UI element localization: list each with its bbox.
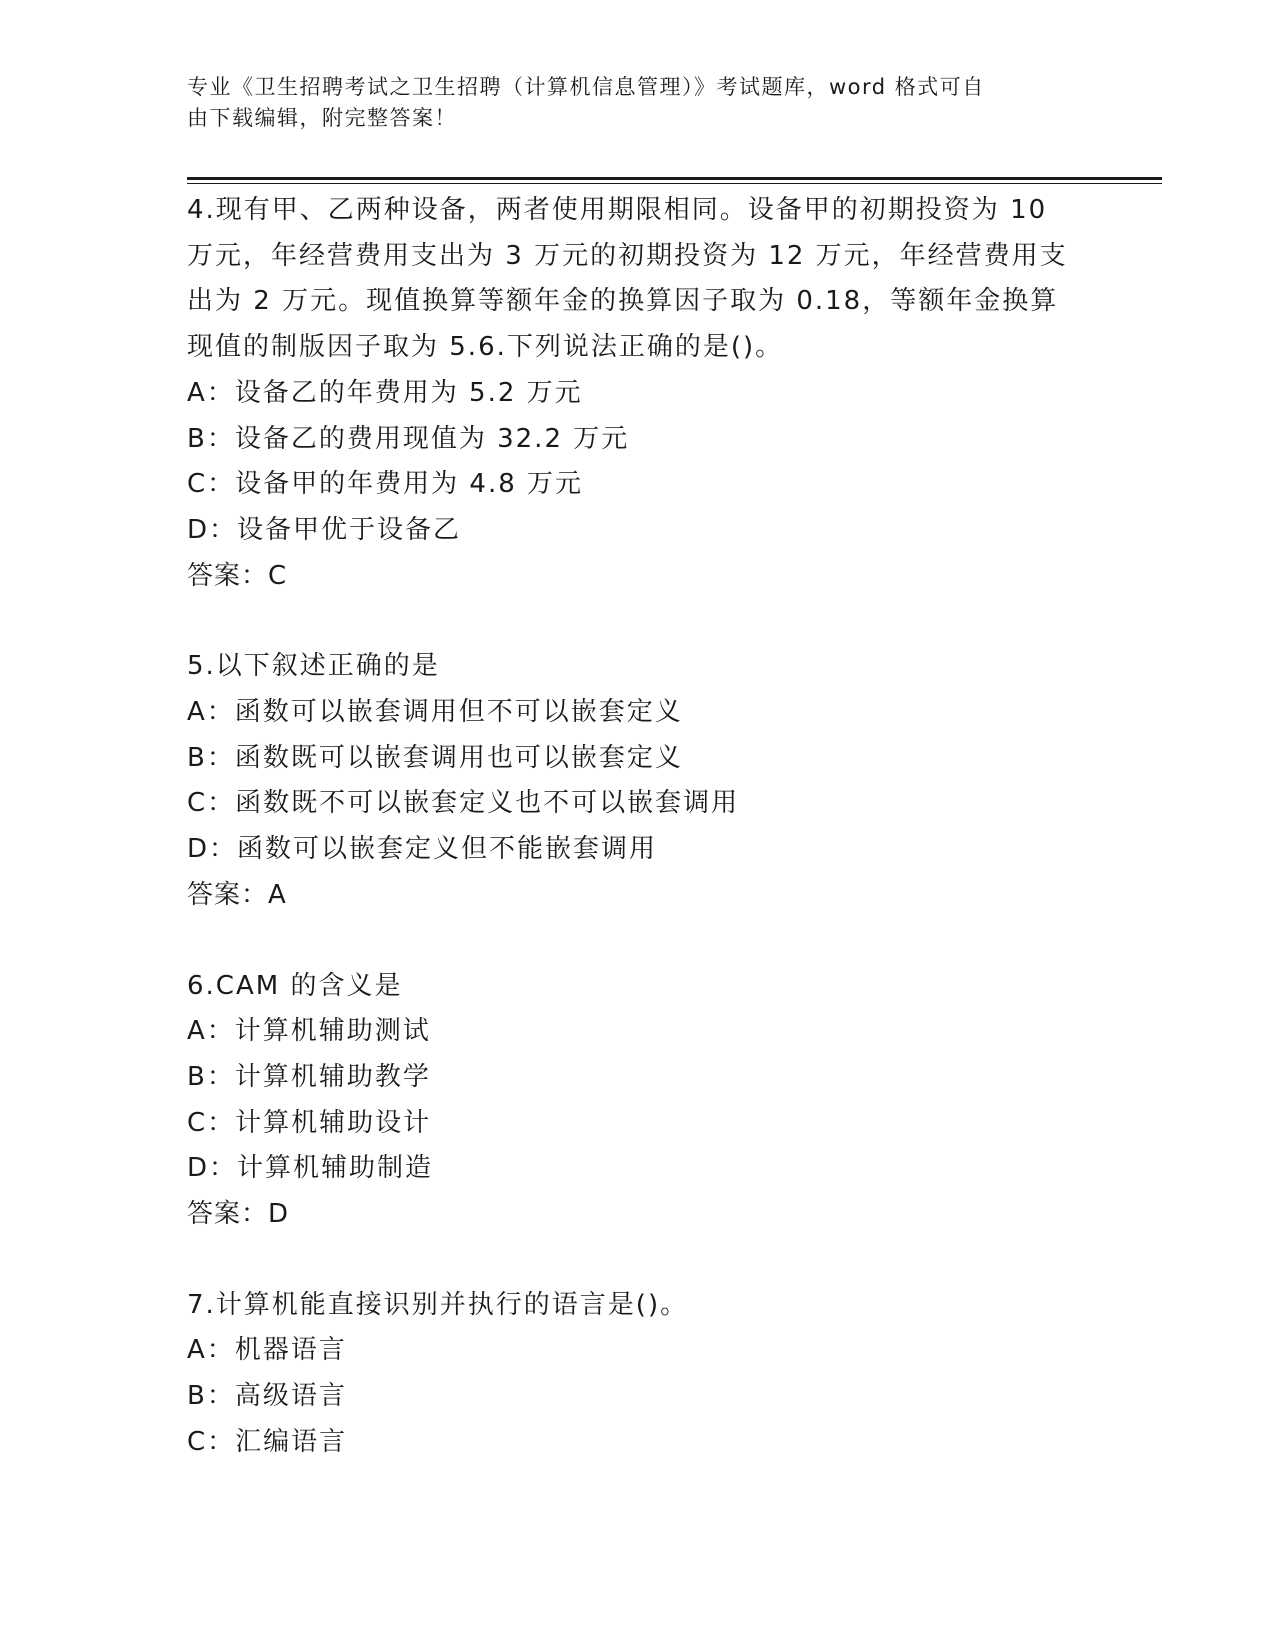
question-stem-line: 7.计算机能直接识别并执行的语言是()。 [187, 1289, 689, 1320]
option-d: D：设备甲优于设备乙 [187, 514, 462, 545]
header-divider-thick [187, 177, 1162, 180]
option-a: A：机器语言 [187, 1335, 347, 1366]
option-d: D：函数可以嵌套定义但不能嵌套调用 [187, 834, 658, 865]
question-stem-line: 现值的制版因子取为 5.6.下列说法正确的是()。 [187, 332, 784, 363]
answer-line: 答案：C [187, 560, 288, 591]
question-7 [187, 1283, 1087, 1466]
question-list [187, 188, 1087, 1511]
option-c: C：计算机辅助设计 [187, 1107, 432, 1138]
option-b: B：设备乙的费用现值为 32.2 万元 [187, 423, 630, 454]
question-stem-line: 4.现有甲、乙两种设备，两者使用期限相同。设备甲的初期投资为 10 [187, 195, 1048, 225]
header-line-2: 由下载编辑，附完整答案！ [187, 106, 457, 130]
option-b: B：计算机辅助教学 [187, 1061, 431, 1092]
question-4 [187, 188, 1087, 599]
header-divider-thin [187, 183, 1162, 184]
option-a: A：计算机辅助测试 [187, 1016, 431, 1047]
question-stem-line: 万元，年经营费用支出为 3 万元的初期投资为 12 万元，年经营费用支 [187, 240, 1068, 271]
option-c: C：汇编语言 [187, 1426, 348, 1457]
option-b: B：高级语言 [187, 1381, 347, 1412]
question-stem-line: 6.CAM 的含义是 [187, 970, 403, 1001]
option-d: D：计算机辅助制造 [187, 1153, 434, 1184]
question-6 [187, 964, 1087, 1238]
answer-line: 答案：D [187, 1199, 290, 1230]
option-c: C：函数既不可以嵌套定义也不可以嵌套调用 [187, 788, 740, 819]
option-a: A：函数可以嵌套调用但不可以嵌套定义 [187, 697, 683, 728]
option-b: B：函数既可以嵌套调用也可以嵌套定义 [187, 742, 683, 773]
question-stem-line: 出为 2 万元。现值换算等额年金的换算因子取为 0.18，等额年金换算 [187, 286, 1059, 317]
header-line-1: 专业《卫生招聘考试之卫生招聘（计算机信息管理）》考试题库，word 格式可自 [187, 75, 985, 99]
option-a: A：设备乙的年费用为 5.2 万元 [187, 377, 583, 408]
document-header [187, 72, 1087, 134]
question-5 [187, 644, 1087, 918]
option-c: C：设备甲的年费用为 4.8 万元 [187, 469, 584, 500]
question-stem-line: 5.以下叙述正确的是 [187, 651, 440, 682]
answer-line: 答案：A [187, 879, 287, 910]
